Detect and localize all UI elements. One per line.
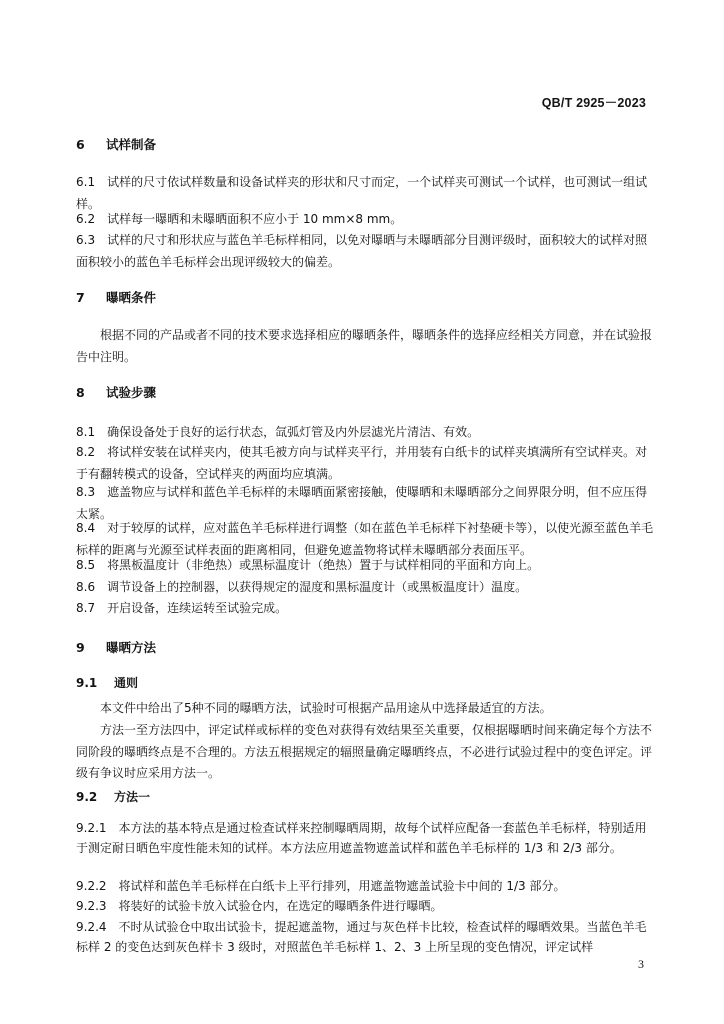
clause-9-2-3: 9.2.3 将装好的试验卡放入试验仓内，在选定的曝晒条件进行曝晒。 (76, 899, 443, 913)
section-title: 曝晒条件 (106, 290, 157, 305)
section-6-heading (76, 134, 658, 156)
clause-6-2: 6.2 试样每一曝晒和未曝晒面积不应小于 10 mm×8 mm。 (76, 212, 403, 226)
page-number: 3 (638, 957, 644, 971)
section-number: 6 (76, 137, 85, 152)
section-number: 9 (76, 640, 85, 655)
section-number: 7 (76, 290, 85, 305)
clause-number: 9.1 (76, 676, 98, 690)
section-title: 试样制备 (106, 137, 157, 152)
clause-9-1-paragraph-1: 本文件中给出了5种不同的曝晒方法，试验时可根据产品用途从中选择最适宜的方法。 (100, 701, 552, 715)
clause-9-1-paragraph-2: 方法一至方法四中，评定试样或标样的变色对获得有效结果至关重要，仅根据曝晒时间来确定每个方法不同阶段的曝晒终点是不合理的。方法五根据规定的辐照量确定曝晒终点，不必进行试验过程中的变色评定。评级有争议时应采用方法一。 (76, 723, 653, 780)
clause-8-5: 8.5 将黑板温度计（非绝热）或黑标温度计（绝热）置于与试样相同的平面和方向上。 (76, 558, 540, 572)
clause-8-2: 8.2 将试样安装在试样夹内，使其毛被方向与试样夹平行，并用装有白纸卡的试样夹填满所有空试样夹。对于有翻转模式的设备，空试样夹的两面均应填满。 (76, 445, 648, 481)
clause-8-1: 8.1 确保设备处于良好的运行状态，氙弧灯管及内外层滤光片清洁、有效。 (76, 425, 480, 439)
clause-title: 方法一 (114, 790, 151, 804)
clause-9-2-heading (76, 787, 658, 809)
clause-9-1-heading (76, 673, 658, 695)
clause-title: 通则 (114, 676, 139, 690)
section-title: 曝晒方法 (106, 640, 157, 655)
section-9-heading (76, 637, 658, 659)
clause-6-3: 6.3 试样的尺寸和形状应与蓝色羊毛标样相同，以免对曝晒与未曝晒部分目测评级时，面积较大的试样对照面积较小的蓝色羊毛标样会出现评级较大的偏差。 (76, 233, 648, 269)
clause-9-2-2: 9.2.2 将试样和蓝色羊毛标样在白纸卡上平行排列，用遮盖物遮盖试验卡中间的 1/3 部分。 (76, 879, 566, 893)
clause-8-3: 8.3 遮盖物应与试样和蓝色羊毛标样的未曝晒面紧密接触，使曝晒和未曝晒部分之间界限分明，但不应压得太紧。 (76, 485, 648, 521)
section-title: 试验步骤 (106, 385, 157, 400)
section-7-paragraph: 根据不同的产品或者不同的技术要求选择相应的曝晒条件，曝晒条件的选择应经相关方同意，并在试验报告中注明。 (76, 328, 653, 364)
clause-8-4: 8.4 对于较厚的试样，应对蓝色羊毛标样进行调整（如在蓝色羊毛标样下衬垫硬卡等），以使光源至蓝色羊毛标样的距离与光源至试样表面的距离相同，但避免遮盖物将试样未曝晒部分表面压平。 (76, 521, 654, 557)
section-8-heading (76, 382, 658, 404)
clause-8-6: 8.6 调节设备上的控制器，以获得规定的湿度和黑标温度计（或黑板温度计）温度。 (76, 580, 528, 594)
clause-9-2-1: 9.2.1 本方法的基本特点是通过检查试样来控制曝晒周期，故每个试样应配备一套蓝色羊毛标样，特别适用于测定耐日晒色牢度性能未知的试样。本方法应用遮盖物遮盖试样和蓝色羊毛标样的 1/3 和 2/3 部分。 (76, 821, 647, 855)
clause-8-7: 8.7 开启设备，连续运转至试验完成。 (76, 601, 288, 615)
section-number: 8 (76, 385, 85, 400)
standard-number: QB/T 2925－2023 (541, 96, 646, 110)
section-7-heading (76, 287, 658, 309)
clause-9-2-4: 9.2.4 不时从试验仓中取出试验卡，提起遮盖物，通过与灰色样卡比较，检查试样的曝晒效果。当蓝色羊毛标样 2 的变色达到灰色样卡 3 级时，对照蓝色羊毛标样 1、2、3 上所呈现的变色情况，评定试样 (76, 920, 647, 954)
clause-6-1: 6.1 试样的尺寸依试样数量和设备试样夹的形状和尺寸而定，一个试样夹可测试一个试样，也可测试一组试样。 (76, 175, 648, 211)
clause-number: 9.2 (76, 790, 98, 804)
